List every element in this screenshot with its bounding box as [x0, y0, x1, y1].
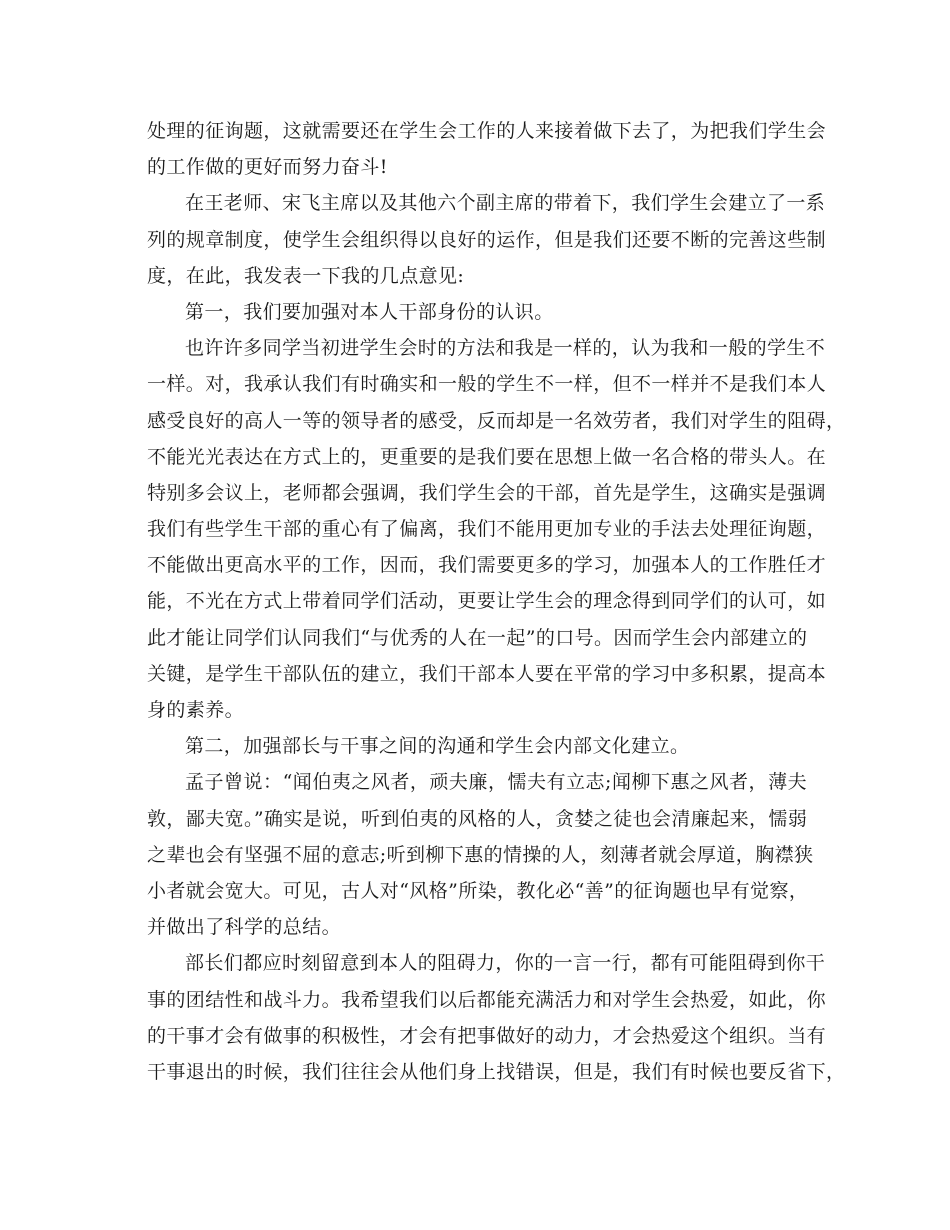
document-body	[147, 113, 846, 1090]
text-line: 我们有些学生干部的重心有了偏离，我们不能用更加专业的手法去处理征询题，	[147, 518, 827, 541]
text-line: 身的素养。	[147, 699, 245, 721]
text-line: 此才能让同学们认同我们“与优秀的人在一起”的口号。因而学生会内部建立的	[147, 626, 808, 649]
text-line: 并做出了科学的总结。	[147, 916, 342, 939]
text-line: 特别多会议上，老师都会强调，我们学生会的干部，首先是学生，这确实是强调	[147, 481, 827, 504]
text-line: 事的团结性和战斗力。我希望我们以后都能充满活力和对学生会热爱，如此，你	[147, 988, 827, 1011]
text-line: 之辈也会有坚强不屈的意志;听到柳下惠的情操的人，刻薄者就会厚道，胸襟狭	[147, 843, 814, 866]
text-line: 处理的征询题，这就需要还在学生会工作的人来接着做下去了，为把我们学生会	[147, 120, 827, 142]
text-line: 敦，鄙夫宽。”确实是说，听到伯夷的风格的人，贪婪之徒也会清廉起来，懦弱	[147, 807, 808, 830]
text-line: 列的规章制度，使学生会组织得以良好的运作，但是我们还要不断的完善这些制	[147, 228, 827, 251]
text-line: 不能做出更高水平的工作，因而，我们需要更多的学习，加强本人的工作胜任才	[147, 554, 827, 577]
text-line: 的工作做的更好而努力奋斗!	[147, 156, 388, 179]
text-line: 第二，加强部长与干事之间的沟通和学生会内部文化建立。	[185, 735, 690, 758]
text-line: 关键，是学生干部队伍的建立，我们干部本人要在平常的学习中多积累，提高本	[147, 662, 827, 685]
text-line: 能，不光在方式上带着同学们活动，更要让学生会的理念得到同学们的认可，如	[147, 590, 827, 613]
text-line: 不能光光表达在方式上的，更重要的是我们要在思想上做一名合格的带头人。在	[147, 445, 827, 468]
text-line: 孟子曾说：“闻伯夷之风者，顽夫廉，懦夫有立志;闻柳下惠之风者，薄夫	[185, 771, 807, 794]
text-line: 小者就会宽大。可见，古人对“风格”所染，教化必“善”的征询题也早有觉察，	[147, 879, 809, 902]
text-line: 感受良好的高人一等的领导者的感受，反而却是一名效劳者，我们对学生的阻碍，	[147, 409, 846, 432]
text-line: 第一，我们要加强对本人干部身份的认识。	[185, 300, 554, 323]
text-line: 干事退出的时候，我们往往会从他们身上找错误，但是，我们有时候也要反省下，	[147, 1060, 846, 1083]
text-line: 也许许多同学当初进学生会时的方法和我是一样的，认为我和一般的学生不	[185, 337, 826, 360]
text-line: 一样。对，我承认我们有时确实和一般的学生不一样，但不一样并不是我们本人	[147, 373, 827, 396]
text-line: 部长们都应时刻留意到本人的阻碍力，你的一言一行，都有可能阻碍到你干	[185, 952, 826, 975]
text-line: 的干事才会有做事的积极性，才会有把事做好的动力，才会热爱这个组织。当有	[147, 1024, 827, 1047]
text-line: 度，在此，我发表一下我的几点意见:	[147, 264, 465, 287]
text-line: 在王老师、宋飞主席以及其他六个副主席的带着下，我们学生会建立了一系	[185, 192, 826, 215]
